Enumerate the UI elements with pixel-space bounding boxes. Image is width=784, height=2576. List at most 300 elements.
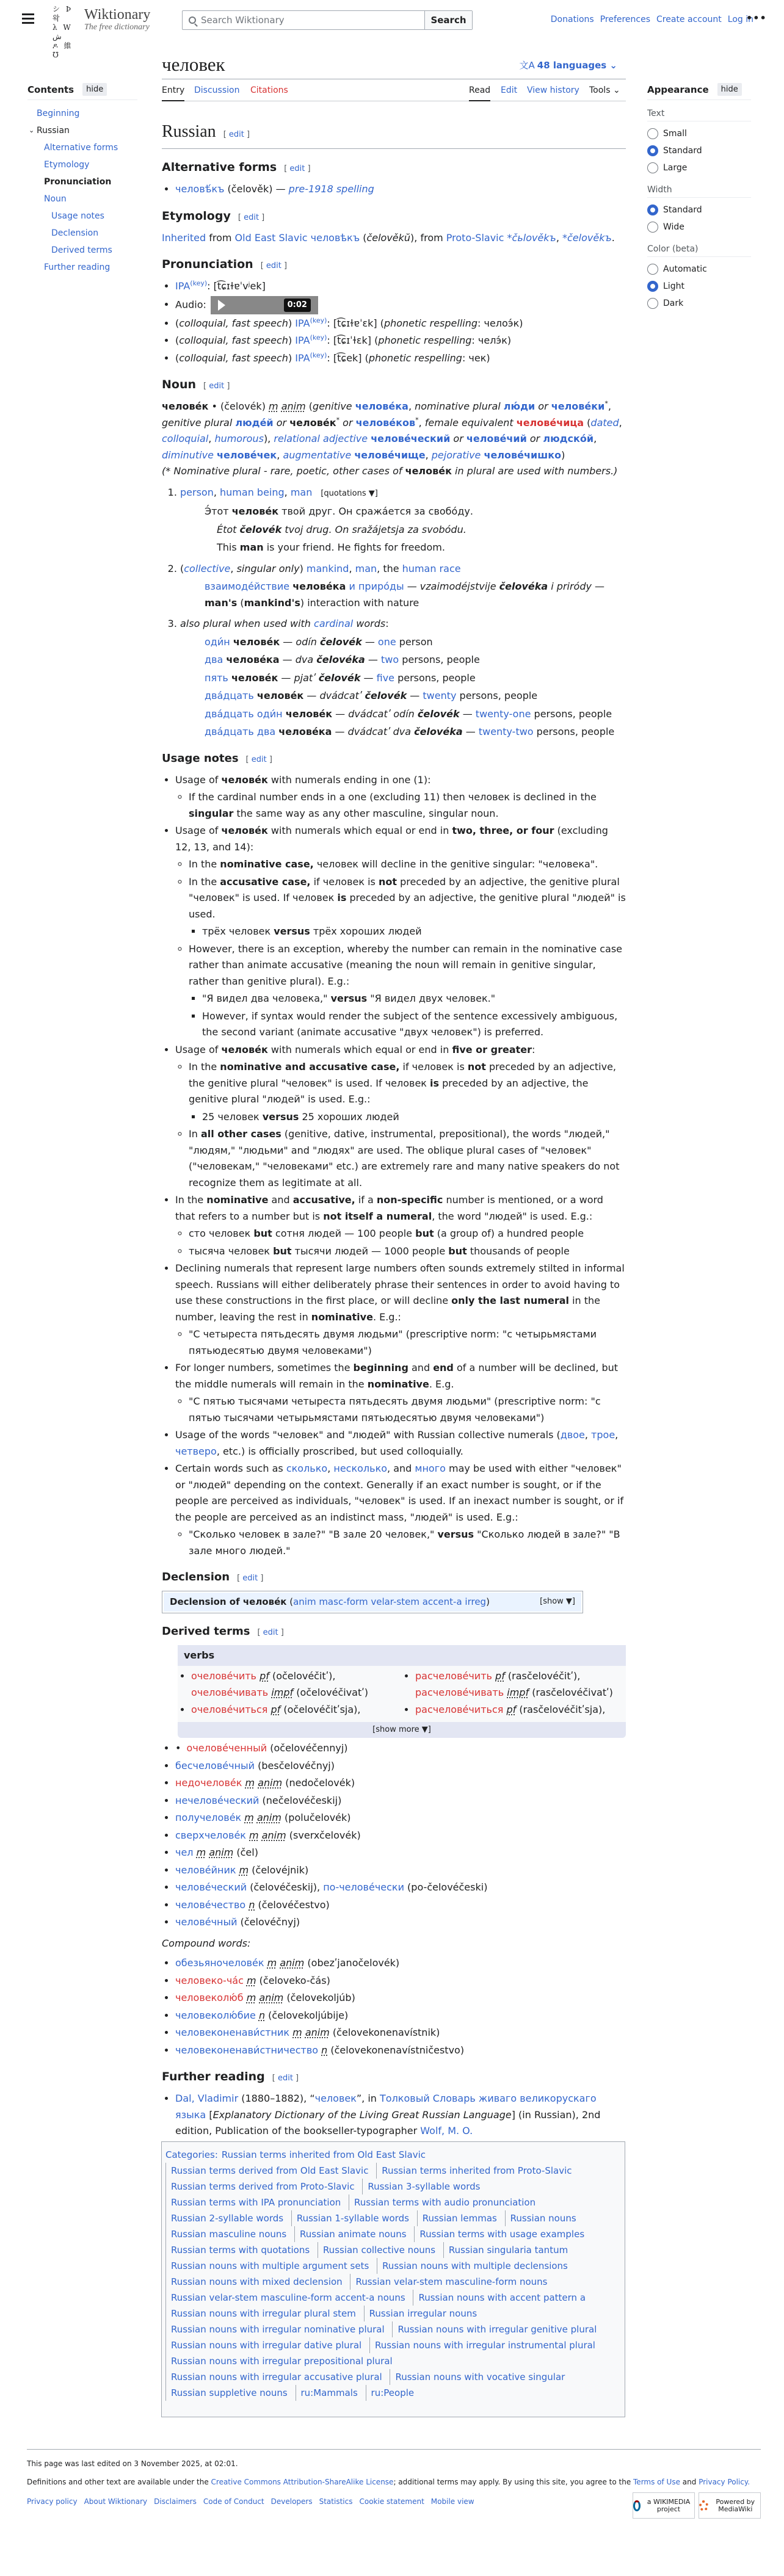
- radio-label: Wide: [663, 222, 684, 232]
- category-link[interactable]: Russian nouns with irregular instrumental plural: [369, 2337, 600, 2353]
- link[interactable]: Creative Commons Attribution-ShareAlike License: [211, 2478, 394, 2486]
- edit-link[interactable]: edit: [266, 261, 281, 270]
- text: phonetic respelling: [383, 317, 478, 329]
- log-in-link[interactable]: Log in: [727, 15, 753, 24]
- text: Э́тот: [205, 505, 232, 517]
- heading-text: Russian: [162, 122, 216, 141]
- text: Usage of: [175, 1043, 222, 1055]
- toc-item-alternative-forms[interactable]: [27, 139, 137, 156]
- grammar-abbreviation: anim: [258, 1777, 283, 1789]
- link[interactable]: human race: [402, 562, 461, 574]
- radio-text-small[interactable]: [647, 125, 751, 142]
- text: (1880–1882), “: [238, 2093, 315, 2104]
- text: ), from: [410, 231, 446, 244]
- red-link[interactable]: расчелове́чивать: [415, 1686, 504, 1698]
- article-content: [162, 120, 626, 2144]
- category-link[interactable]: Russian nouns with mixed declension: [165, 2274, 347, 2290]
- link[interactable]: collective: [184, 562, 231, 574]
- text: if a: [355, 1194, 377, 1206]
- radio-button[interactable]: [647, 204, 658, 215]
- text: nominative case,: [220, 858, 314, 870]
- footer-link-statistics[interactable]: Statistics: [319, 2497, 353, 2506]
- link[interactable]: четверо: [175, 1445, 217, 1457]
- category-link[interactable]: Russian singularia tantum: [443, 2242, 573, 2258]
- radio-label: Large: [663, 163, 688, 173]
- link[interactable]: Proto-Slavic: [446, 231, 504, 244]
- radio-button[interactable]: [647, 162, 658, 173]
- category-link[interactable]: Russian animate nouns: [294, 2226, 412, 2242]
- category-link[interactable]: Russian nouns with irregular genitive plural: [392, 2321, 601, 2337]
- link[interactable]: сверхчелове́к: [175, 1829, 246, 1841]
- toc-item-label: Russian: [37, 126, 70, 136]
- donations-link[interactable]: Donations: [550, 15, 594, 24]
- category-link[interactable]: Russian terms inherited from Proto-Slavic: [376, 2163, 576, 2179]
- edit-link[interactable]: edit: [289, 164, 305, 173]
- link[interactable]: man: [355, 562, 377, 574]
- category-link[interactable]: Russian nouns with irregular nominative plural: [165, 2321, 390, 2337]
- text: dvádcatʹ: [319, 690, 365, 701]
- appearance-panel: [647, 83, 751, 312]
- search-placeholder: Search Wiktionary: [201, 15, 285, 26]
- text: with numerals which equal or end in: [267, 1043, 452, 1055]
- link[interactable]: IPA: [295, 335, 310, 346]
- footer-link-privacy-policy[interactable]: Privacy policy: [27, 2497, 78, 2506]
- category-link[interactable]: Russian 2-syllable words: [165, 2210, 288, 2226]
- link[interactable]: человѣкъ: [310, 231, 360, 244]
- text: the same way as any other masculine, singular noun.: [233, 807, 499, 819]
- toc-item-etymology[interactable]: [27, 156, 137, 173]
- link[interactable]: Privacy Policy.: [699, 2478, 750, 2486]
- tab-read[interactable]: Read: [469, 83, 490, 101]
- search-button[interactable]: Search: [424, 11, 472, 29]
- link[interactable]: five: [376, 671, 395, 684]
- category-link[interactable]: Russian nouns with multiple declensions: [377, 2258, 573, 2274]
- link[interactable]: лю́ди: [503, 400, 535, 412]
- link[interactable]: person: [180, 486, 214, 498]
- footer-link-mobile-view[interactable]: Mobile view: [430, 2497, 474, 2506]
- link[interactable]: humorous: [214, 433, 264, 444]
- heading-text: Etymology: [162, 209, 231, 223]
- link[interactable]: человѣ́къ: [175, 183, 225, 195]
- category-link[interactable]: Russian terms derived from Proto-Slavic: [165, 2179, 360, 2194]
- category-link[interactable]: Russian masculine nouns: [165, 2226, 291, 2242]
- wikimedia-project-badge[interactable]: [633, 2492, 695, 2519]
- link[interactable]: Dal, Vladimir: [175, 2093, 239, 2104]
- edit-section: [272, 2074, 299, 2083]
- toc-item-russian[interactable]: [27, 122, 137, 139]
- category-link[interactable]: Russian terms with usage examples: [414, 2226, 589, 2242]
- text: (nedočelovék): [282, 1777, 355, 1789]
- link[interactable]: трое: [591, 1429, 615, 1441]
- text: ,: [213, 486, 220, 498]
- toc-item-declension[interactable]: [27, 225, 137, 242]
- text: —: [303, 690, 320, 701]
- ipa-key-link[interactable]: (key): [190, 279, 208, 288]
- edit-section: [261, 261, 287, 270]
- text: (po-čelovéčeski): [404, 1881, 488, 1893]
- text: ; additional terms may apply. By using this site, you agree to the: [393, 2478, 634, 2486]
- radio-color-beta--dark[interactable]: [647, 295, 751, 312]
- link[interactable]: челове́чище: [354, 449, 426, 461]
- link[interactable]: IPA: [295, 352, 310, 364]
- footer-link-code-of-conduct[interactable]: Code of Conduct: [203, 2497, 264, 2506]
- list-item: [175, 1897, 626, 1914]
- category-link[interactable]: Russian terms inherited from Old East Slavic: [221, 2149, 426, 2160]
- link[interactable]: pejorative: [431, 449, 481, 461]
- text: colloquial, fast speech: [179, 352, 288, 364]
- edit-link[interactable]: edit: [251, 754, 267, 764]
- tab-citations[interactable]: Citations: [250, 85, 288, 95]
- category-link[interactable]: Russian nouns with irregular accusative plural: [165, 2369, 387, 2385]
- toc-item-pronunciation[interactable]: [27, 173, 137, 190]
- list-item: [175, 772, 626, 822]
- link[interactable]: twenty-two: [478, 726, 534, 737]
- more-options-icon[interactable]: •••: [746, 12, 767, 24]
- languages-button[interactable]: [520, 59, 618, 71]
- text: or: [339, 416, 356, 429]
- red-link[interactable]: человеко-ча́с: [175, 1974, 244, 1986]
- text: твой друг. Он сража́ется за свобо́ду.: [278, 505, 473, 517]
- list-item: [175, 1862, 626, 1879]
- text: ): [486, 1596, 490, 1607]
- footer-link-cookie-statement[interactable]: Cookie statement: [359, 2497, 424, 2506]
- link[interactable]: оди́н: [205, 635, 230, 648]
- category-link[interactable]: Russian 1-syllable words: [291, 2210, 414, 2226]
- text: non-specific: [376, 1194, 443, 1206]
- link[interactable]: anim masc-form velar-stem accent-a irreg: [293, 1596, 487, 1607]
- edit-link[interactable]: edit: [263, 1627, 278, 1637]
- footer-link-about-wiktionary[interactable]: About Wiktionary: [84, 2497, 148, 2506]
- category-link[interactable]: Russian irregular nouns: [364, 2306, 482, 2321]
- toc-item-noun[interactable]: [27, 190, 137, 208]
- category-link[interactable]: Russian collective nouns: [318, 2242, 440, 2258]
- link[interactable]: IPA: [295, 317, 310, 329]
- text: челове́к: [256, 690, 304, 701]
- link[interactable]: twenty: [423, 690, 457, 701]
- link[interactable]: mankind: [306, 562, 349, 574]
- toc-title: Contents: [27, 84, 74, 95]
- link[interactable]: человеконенави́стничество: [175, 2044, 319, 2056]
- license-text: [27, 2478, 761, 2486]
- link[interactable]: челове́чество: [175, 1898, 246, 1911]
- list-item: [202, 1109, 626, 1126]
- red-link[interactable]: челове́чица: [516, 416, 584, 429]
- usage-example: [180, 688, 626, 704]
- radio-width-standard[interactable]: [647, 201, 751, 219]
- link[interactable]: получелове́к: [175, 1812, 242, 1823]
- bullet-list: [162, 1740, 626, 1931]
- grammar-abbreviation: m: [292, 2027, 302, 2038]
- radio-button[interactable]: [647, 281, 658, 292]
- create-account-link[interactable]: Create account: [656, 15, 722, 24]
- text: two, three, or four: [452, 825, 554, 836]
- category-link[interactable]: Russian nouns: [505, 2210, 581, 2226]
- footer-link-disclaimers[interactable]: Disclaimers: [154, 2497, 197, 2506]
- link[interactable]: и: [349, 581, 355, 592]
- radio-color-beta--automatic[interactable]: [647, 261, 751, 278]
- category-link[interactable]: Russian nouns with accent pattern a: [413, 2290, 590, 2306]
- category-link[interactable]: Russian nouns with vocative singular: [390, 2369, 570, 2385]
- category-link[interactable]: Russian terms with audio pronunciation: [349, 2194, 540, 2210]
- edit-link[interactable]: edit: [209, 382, 225, 391]
- categories-label[interactable]: Categories:: [165, 2149, 218, 2160]
- link[interactable]: Old East Slavic: [234, 231, 308, 244]
- text: (očelovéčennyj): [267, 1742, 348, 1754]
- red-link[interactable]: расчелове́читься: [415, 1704, 504, 1715]
- radio-label: Dark: [663, 298, 684, 308]
- preferences-link[interactable]: Preferences: [600, 15, 651, 24]
- category-link[interactable]: ru:People: [366, 2385, 419, 2401]
- text: in the number, leaving the rest in: [175, 1295, 600, 1323]
- appearance-group-label: Text: [647, 105, 751, 121]
- link[interactable]: two: [380, 654, 399, 665]
- paragraph: [162, 230, 626, 247]
- edit-section: [237, 1574, 263, 1583]
- show-declension-toggle[interactable]: [show ▼]: [540, 1597, 575, 1606]
- grammar-abbreviation: impf: [271, 1686, 294, 1698]
- toc-item-label: Derived terms: [51, 245, 112, 255]
- text: phonetic respelling: [378, 335, 472, 346]
- list-item: [175, 278, 626, 295]
- red-link[interactable]: недочелове́к: [175, 1777, 242, 1789]
- link[interactable]: colloquial: [162, 433, 209, 444]
- list-item: [175, 1810, 626, 1826]
- bullet-list: [162, 278, 626, 366]
- link[interactable]: бесчелове́чный: [175, 1759, 255, 1771]
- toc-item-usage-notes[interactable]: [27, 208, 137, 225]
- link[interactable]: Wolf, M. O.: [420, 2125, 473, 2136]
- category-link[interactable]: Russian nouns with irregular plural stem: [165, 2306, 361, 2321]
- definitions-list: [162, 485, 626, 740]
- text: (čelovéčeskij),: [247, 1881, 324, 1893]
- link[interactable]: Толковый Словарь живаго великорускаго языка: [175, 2093, 597, 2121]
- text: . E.g.:: [372, 1311, 401, 1323]
- list-item: [175, 2091, 626, 2140]
- tools-menu[interactable]: [589, 83, 620, 101]
- text: dvádcatʹ odín: [348, 707, 418, 720]
- radio-color-beta--light[interactable]: [647, 278, 751, 295]
- link[interactable]: много: [415, 1463, 446, 1474]
- link[interactable]: человеколю́бие: [175, 2009, 256, 2021]
- audio-player[interactable]: [211, 296, 318, 314]
- link[interactable]: Terms of Use: [633, 2478, 680, 2486]
- list-item: [189, 1243, 626, 1260]
- category-link[interactable]: Russian nouns with irregular dative plural: [165, 2337, 366, 2353]
- red-link[interactable]: человеколю́б: [175, 1992, 244, 2003]
- heading-text: Declension: [162, 1571, 230, 1583]
- link[interactable]: pre-1918 spelling: [288, 183, 374, 195]
- link[interactable]: Inherited: [162, 231, 206, 244]
- grammar-abbreviation: anim: [261, 1829, 286, 1841]
- text: ): [561, 449, 565, 461]
- link[interactable]: челове́ка: [355, 400, 408, 412]
- link[interactable]: взаимоде́йствие: [205, 581, 290, 592]
- text: number is mentioned, or a word that refers to a number but is: [175, 1194, 603, 1222]
- bullet-list: [189, 924, 626, 940]
- link[interactable]: relational adjective: [274, 433, 368, 444]
- link[interactable]: два́дцать оди́н: [205, 707, 283, 720]
- text: This: [217, 541, 240, 553]
- main-menu-button[interactable]: [22, 13, 34, 24]
- edit-link[interactable]: edit: [228, 130, 244, 139]
- logo-tagline: The free dictionary: [84, 23, 150, 32]
- radio-text-standard[interactable]: [647, 142, 751, 159]
- link[interactable]: челове́чный: [175, 1916, 238, 1928]
- link[interactable]: diminutive: [162, 449, 214, 461]
- link[interactable]: *čelověkъ: [562, 231, 612, 244]
- quotations-toggle[interactable]: [quotations ▼]: [321, 488, 378, 498]
- category-link[interactable]: Russian velar-stem masculine-form accent-a nouns: [165, 2290, 410, 2306]
- red-link[interactable]: расчелове́чить: [415, 1670, 492, 1682]
- text: čelovék: [320, 635, 362, 648]
- text: (čelovekoljúb): [283, 1992, 355, 2003]
- text: (excluding 12, 13, and 14):: [175, 825, 608, 853]
- toc-item-beginning[interactable]: [27, 105, 137, 122]
- tab-edit[interactable]: Edit: [501, 85, 518, 95]
- declension-table-header[interactable]: [162, 1591, 583, 1613]
- wiktionary-logo[interactable]: [53, 5, 151, 59]
- link[interactable]: челове́чек: [217, 449, 277, 461]
- footnote-marker: *: [415, 416, 419, 424]
- link[interactable]: несколько: [333, 1463, 388, 1474]
- text: person: [396, 635, 433, 648]
- link[interactable]: двое: [560, 1429, 585, 1441]
- table-of-contents: [27, 83, 137, 276]
- text: if человек is: [310, 875, 379, 888]
- link[interactable]: челове́ков: [355, 416, 416, 429]
- chevron-down-icon[interactable]: ⌄: [29, 126, 35, 134]
- grammar-abbreviation: m: [246, 1974, 256, 1986]
- heading-text: Further reading: [162, 2070, 265, 2083]
- category-link[interactable]: Russian suppletive nouns: [165, 2385, 292, 2401]
- text: i priródy: [548, 581, 592, 592]
- list-item: [175, 1775, 626, 1792]
- text: accusative case,: [220, 875, 311, 888]
- text: If the cardinal number ends in a one (excluding 11) then человек is declined in the: [189, 791, 597, 803]
- search-input[interactable]: [183, 11, 424, 29]
- link[interactable]: one: [377, 635, 396, 648]
- link[interactable]: augmentative: [283, 449, 352, 461]
- appearance-hide-button[interactable]: hide: [717, 83, 742, 96]
- category-link[interactable]: Russian terms with IPA pronunciation: [165, 2194, 346, 2210]
- red-link[interactable]: очелове́ченный: [186, 1742, 267, 1754]
- link[interactable]: людско́й: [543, 433, 594, 444]
- category-link[interactable]: ru:Mammals: [296, 2385, 363, 2401]
- show-more-toggle[interactable]: [show more ▼]: [178, 1722, 626, 1738]
- category-link[interactable]: Russian terms derived from Old East Slavic: [165, 2163, 373, 2179]
- bullet-list: [175, 856, 626, 1041]
- link[interactable]: *čьlověkъ: [507, 231, 556, 244]
- link[interactable]: cardinal: [314, 618, 354, 629]
- play-icon[interactable]: [218, 300, 225, 311]
- link[interactable]: приро́ды: [358, 581, 404, 592]
- link[interactable]: human being: [220, 486, 285, 498]
- link[interactable]: twenty-one: [475, 707, 531, 720]
- category-link[interactable]: Russian nouns with irregular prepositional plural: [165, 2353, 397, 2369]
- radio-button[interactable]: [647, 128, 658, 139]
- text: (čelovéjnik): [249, 1864, 309, 1876]
- list-item: [175, 1955, 626, 1972]
- tab-discussion[interactable]: Discussion: [194, 85, 240, 95]
- radio-button[interactable]: [647, 145, 658, 156]
- link[interactable]: по-челове́чески: [323, 1881, 404, 1893]
- radio-button[interactable]: [647, 264, 658, 275]
- text: челове́к: [242, 1596, 287, 1607]
- tab-entry[interactable]: Entry: [162, 83, 184, 101]
- radio-button[interactable]: [647, 298, 658, 309]
- ipa-key-link[interactable]: (key): [310, 316, 327, 325]
- link[interactable]: челове́чий: [466, 433, 527, 444]
- link[interactable]: человек: [314, 2093, 357, 2104]
- radio-button[interactable]: [647, 222, 658, 233]
- category-link[interactable]: Russian velar-stem masculine-form nouns: [350, 2274, 552, 2290]
- link[interactable]: man: [290, 486, 313, 498]
- link[interactable]: два́дцать два: [205, 726, 276, 737]
- radio-text-large[interactable]: [647, 159, 751, 176]
- link[interactable]: люде́й: [235, 416, 274, 429]
- toc-item-derived-terms[interactable]: [27, 242, 137, 259]
- link[interactable]: IPA: [175, 280, 191, 292]
- link[interactable]: два: [205, 654, 223, 665]
- link[interactable]: пять: [205, 671, 228, 684]
- list-item: [175, 1461, 626, 1559]
- link[interactable]: нечелове́ческий: [175, 1794, 260, 1806]
- ipa-key-link[interactable]: (key): [310, 333, 327, 342]
- footer-link-developers[interactable]: Developers: [270, 2497, 313, 2506]
- list-item: [175, 1990, 626, 2006]
- category-link[interactable]: Russian 3-syllable words: [362, 2179, 485, 2194]
- link[interactable]: два́дцать: [205, 690, 254, 701]
- section-heading-derived-terms: [162, 1623, 626, 1641]
- ipa-key-link[interactable]: (key): [310, 351, 327, 360]
- text: челове́к: [162, 400, 209, 412]
- list-item: [175, 1758, 626, 1775]
- category-link[interactable]: Russian nouns with multiple argument sets: [165, 2258, 374, 2274]
- text: "С четыреста пятьдесять двумя людьми" (prescriptive norm: "с четырьмястами пятьюдесятью двумя человеками"): [189, 1328, 597, 1356]
- radio-label: Light: [663, 281, 684, 291]
- link[interactable]: челове́чишко: [484, 449, 562, 461]
- red-link[interactable]: очелове́чить: [191, 1670, 256, 1682]
- tab-view-history[interactable]: View history: [527, 85, 579, 95]
- red-link[interactable]: очелове́чивать: [191, 1686, 269, 1698]
- link[interactable]: сколько: [286, 1463, 328, 1474]
- toc-hide-button[interactable]: hide: [82, 83, 107, 96]
- link[interactable]: челове́ческий: [371, 433, 451, 444]
- text: (: [175, 317, 180, 329]
- radio-width-wide[interactable]: [647, 219, 751, 236]
- toc-item-further-reading[interactable]: [27, 259, 137, 276]
- link[interactable]: человеконенави́стник: [175, 2027, 290, 2038]
- category-link[interactable]: Russian lemmas: [417, 2210, 502, 2226]
- edit-link[interactable]: edit: [244, 212, 260, 222]
- text: челове́к: [221, 825, 268, 836]
- link[interactable]: обезьяночелове́к: [175, 1957, 264, 1969]
- link[interactable]: челове́ческий: [175, 1881, 247, 1893]
- edit-link[interactable]: edit: [242, 1574, 258, 1583]
- edit-link[interactable]: edit: [277, 2074, 293, 2083]
- logo-title: Wiktionary: [84, 7, 151, 23]
- list-item: [189, 856, 626, 873]
- link[interactable]: dated: [590, 416, 619, 429]
- list-item: [175, 181, 626, 198]
- red-link[interactable]: очелове́читься: [191, 1704, 268, 1715]
- text: (genitive, dative, instrumental, prepositional), the words "людей," "людям," "людьми" and "людях" are used. The oblique plural cases of "человек" ("человекам," "человеками" etc.) are extremely rare and many native speakers do not recognize them as legitimate at all.: [189, 1128, 620, 1189]
- link[interactable]: челове́ки: [551, 400, 605, 412]
- link[interactable]: чел: [175, 1847, 194, 1858]
- powered-by-mediawiki-badge[interactable]: [699, 2492, 761, 2519]
- link[interactable]: челове́йник: [175, 1864, 236, 1876]
- category-link[interactable]: Russian terms with quotations: [165, 2242, 314, 2258]
